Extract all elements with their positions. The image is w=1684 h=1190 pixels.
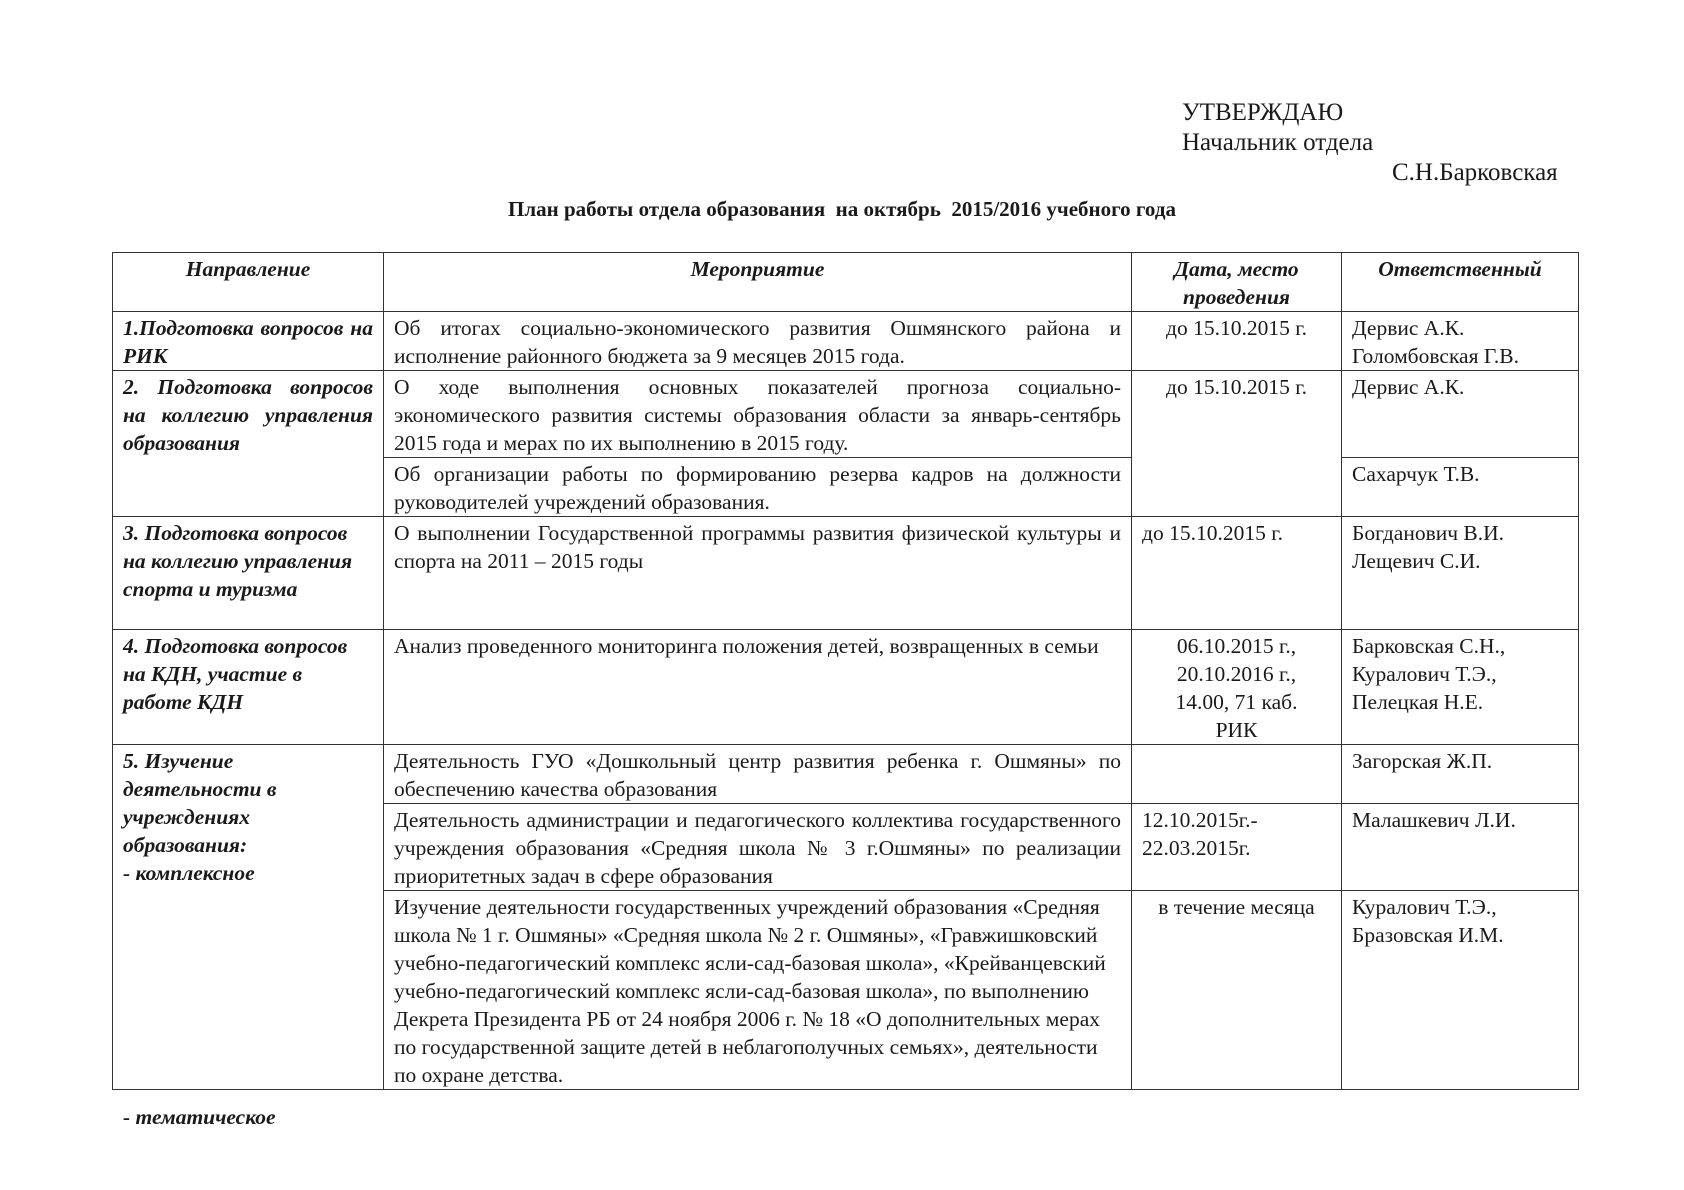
- date-line: 14.00, 71 каб.: [1175, 690, 1298, 714]
- direction-line: учреждениях: [123, 805, 250, 829]
- direction-line: образования:: [123, 833, 248, 857]
- date-cell: в течение месяца: [1132, 891, 1342, 1090]
- responsible-person: Куралович Т.Э.,: [1352, 662, 1497, 686]
- direction-line: деятельности в: [123, 777, 277, 801]
- event-cell: О ходе выполнения основных показателей прогноза социально-экономического развития системы образования области за январь-сентябрь 2015 года и мерах по их выполнению в 2015 году.: [384, 371, 1132, 458]
- date-line: 06.10.2015 г.,: [1176, 634, 1297, 658]
- date-cell: [1132, 745, 1342, 804]
- responsible-cell: [1342, 630, 1579, 745]
- responsible-cell: Сахарчук Т.В.: [1342, 458, 1579, 517]
- date-line: 20.10.2016 г.,: [1176, 662, 1297, 686]
- responsible-cell: Дервис А.К.: [1342, 371, 1579, 458]
- responsible-person: Бразовская И.М.: [1352, 923, 1504, 947]
- table-row: [113, 630, 1579, 745]
- approval-title: УТВЕРЖДАЮ: [1182, 99, 1344, 126]
- responsible-cell: [1342, 891, 1579, 1090]
- responsible-cell: Малашкевич Л.И.: [1342, 804, 1579, 891]
- responsible-cell: [1342, 517, 1579, 630]
- direction-line-thematic: - тематическое: [123, 1105, 276, 1129]
- event-cell: Анализ проведенного мониторинга положения детей, возвращенных в семьи: [384, 630, 1132, 745]
- direction-cell: 1.Подготовка вопросов на РИК: [113, 312, 384, 371]
- direction-cell: [113, 745, 384, 1129]
- responsible-person: Богданович В.И.: [1352, 521, 1505, 545]
- date-cell: до 15.10.2015 г.: [1132, 517, 1342, 630]
- event-cell: Об итогах социально-экономического развития Ошмянского района и исполнение районного бюджета за 9 месяцев 2015 года.: [384, 312, 1132, 371]
- responsible-person: Барковская С.Н.,: [1352, 634, 1506, 658]
- direction-cell: 2. Подготовка вопросов на коллегию управления образования: [113, 371, 384, 517]
- table-row: [113, 371, 1579, 458]
- header-date: Дата, место проведения: [1132, 253, 1342, 312]
- date-cell: до 15.10.2015 г.: [1132, 312, 1342, 371]
- table-header-row: [113, 253, 1579, 312]
- table-row: [113, 745, 1579, 804]
- direction-line: - комплексное: [123, 861, 255, 885]
- responsible-person: Куралович Т.Э.,: [1352, 895, 1497, 919]
- responsible-person: Пелецкая Н.Е.: [1352, 690, 1484, 714]
- header-event: Мероприятие: [384, 253, 1132, 312]
- responsible-cell: Загорская Ж.П.: [1342, 745, 1579, 804]
- header-direction: Направление: [113, 253, 384, 312]
- table-row: [113, 312, 1579, 371]
- responsible-person: Лещевич С.И.: [1352, 549, 1481, 573]
- direction-cell: 4. Подготовка вопросов на КДН, участие в работе КДН: [113, 630, 384, 745]
- date-cell: до 15.10.2015 г.: [1132, 371, 1342, 517]
- event-cell: Деятельность администрации и педагогического коллектива государственного учреждения образования «Средняя школа № 3 г.Ошмяны» по реализации приоритетных задач в сфере образования: [384, 804, 1132, 891]
- date-line: 22.03.2015г.: [1142, 836, 1251, 860]
- event-cell: Деятельность ГУО «Дошкольный центр развития ребенка г. Ошмяны» по обеспечению качества образования: [384, 745, 1132, 804]
- table-row: [113, 517, 1579, 630]
- date-cell: [1132, 804, 1342, 891]
- header-responsible: Ответственный: [1342, 253, 1579, 312]
- responsible-cell: [1342, 312, 1579, 371]
- approval-signatory: С.Н.Барковская: [1392, 159, 1558, 186]
- plan-table: [112, 252, 1579, 1129]
- responsible-person: Голомбовская Г.В.: [1352, 344, 1519, 368]
- event-cell: Изучение деятельности государственных учреждений образования «Средняя школа № 1 г. Ошмяны» «Средняя школа № 2 г. Ошмяны», «Гравжишковский учебно-педагогический комплекс ясли-сад-базовая школа», «Крейванцевский учебно-педагогический комплекс ясли-сад-базовая школа», по выполнению Декрета Президента РБ от 24 ноября 2006 г. № 18 «О дополнительных мерах по государственной защите детей в неблагополучных семьях», деятельности по охране детства.: [384, 891, 1132, 1090]
- date-cell: [1132, 630, 1342, 745]
- direction-line: 5. Изучение: [123, 749, 234, 773]
- date-line: 12.10.2015г.-: [1142, 808, 1258, 832]
- approval-position: Начальник отдела: [1182, 129, 1374, 156]
- document-title: План работы отдела образования на октябрь 2015/2016 учебного года: [508, 197, 1176, 221]
- direction-cell: 3. Подготовка вопросов на коллегию управления спорта и туризма: [113, 517, 384, 630]
- approval-block: [1182, 98, 1582, 188]
- date-line: РИК: [1215, 718, 1258, 742]
- responsible-person: Дервис А.К.: [1352, 316, 1465, 340]
- event-cell: Об организации работы по формированию резерва кадров на должности руководителей учреждений образования.: [384, 458, 1132, 517]
- event-cell: О выполнении Государственной программы развития физической культуры и спорта на 2011 – 2015 годы: [384, 517, 1132, 630]
